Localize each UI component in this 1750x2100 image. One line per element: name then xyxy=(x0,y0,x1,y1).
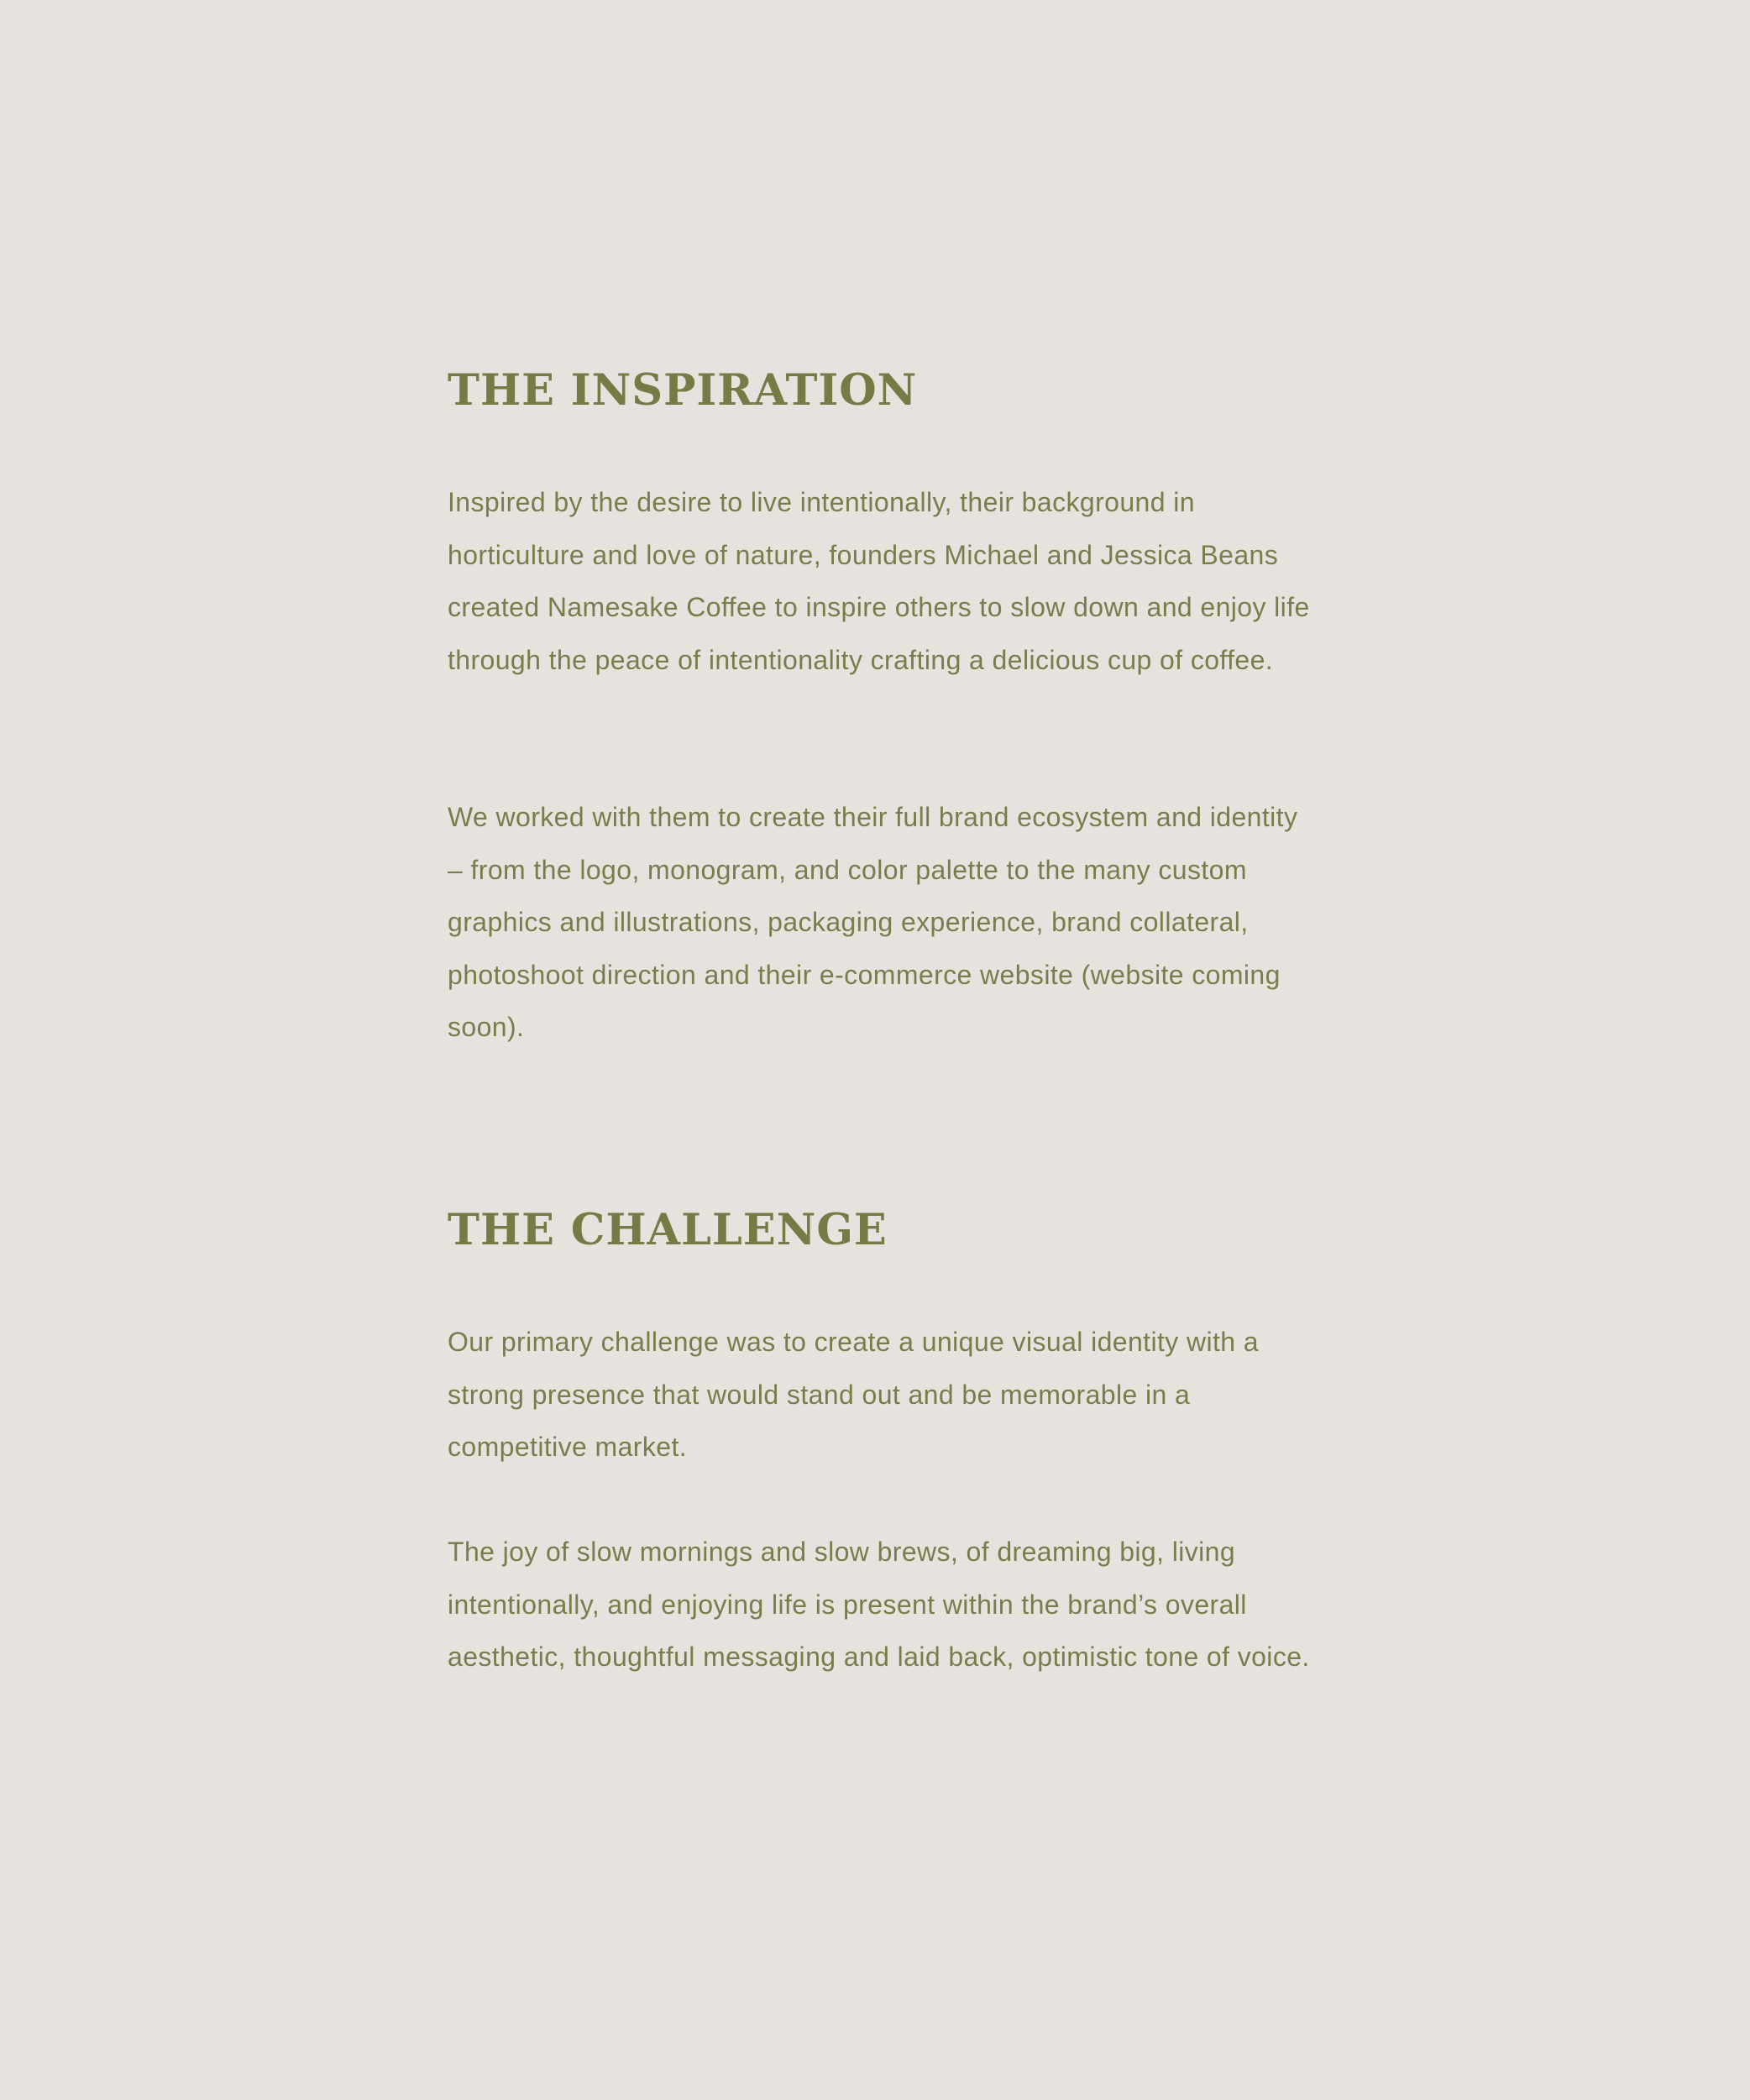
inspiration-paragraph-1: Inspired by the desire to live intentionally, their background in horticulture and love of nature, founders Michael and Jessica Beans created Namesake Coffee to inspire others to slow down and enjoy life through the peace of intentionality crafting a delicious cup of coffee. xyxy=(448,487,1310,675)
challenge-paragraph-1: Our primary challenge was to create a unique visual identity with a strong presence that would stand out and be memorable in a competitive market. xyxy=(448,1327,1259,1462)
challenge-paragraph-2: The joy of slow mornings and slow brews, of dreaming big, living intentionally, and enjoying life is present within the brand’s overall aesthetic, thoughtful messaging and laid back, optimistic tone of voice. xyxy=(448,1537,1310,1672)
challenge-heading: THE CHALLENGE xyxy=(448,1205,888,1255)
inspiration-heading: THE INSPIRATION xyxy=(448,365,918,416)
inspiration-paragraph-2: We worked with them to create their full brand ecosystem and identity – from the logo, monogram, and color palette to the many custom graphics and illustrations, packaging experience, brand collateral, photoshoot direction and their e-commerce website (website coming soon). xyxy=(448,802,1298,1042)
